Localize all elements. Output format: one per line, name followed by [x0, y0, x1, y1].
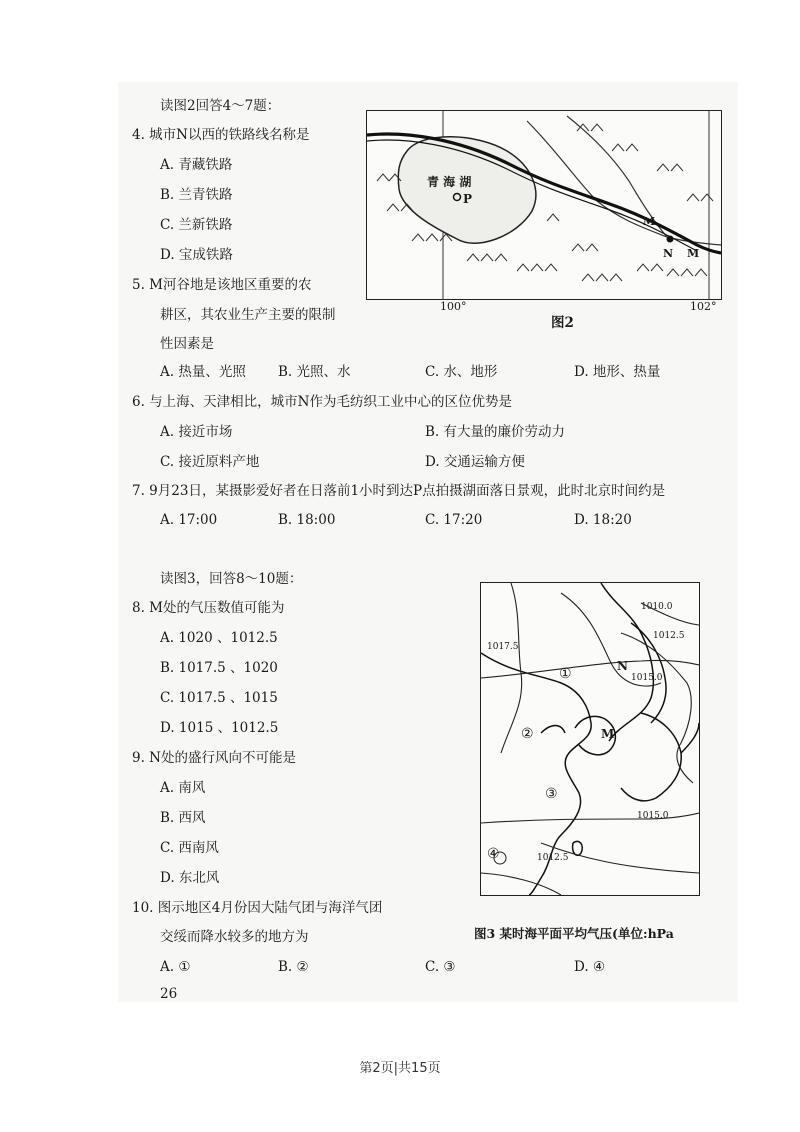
- q6-option-b: B. 有大量的廉价劳动力: [425, 424, 566, 440]
- q9-stem: 9. N处的盛行风向不可能是: [132, 750, 296, 766]
- q6-option-a: A. 接近市场: [160, 424, 233, 440]
- q8-option-b: B. 1017.5 、1020: [160, 660, 278, 676]
- q10-option-c: C. ③: [425, 959, 456, 975]
- lon-100-label: 100°: [440, 300, 467, 313]
- river-m-label-2: M: [687, 247, 700, 260]
- q5-option-b: B. 光照、水: [278, 364, 351, 380]
- q8-option-d: D. 1015 、1012.5: [160, 720, 279, 736]
- q9-option-d: D. 东北风: [160, 870, 220, 886]
- footer-page-indicator: 第2页|共15页: [359, 1061, 441, 1076]
- point-p-label: P: [463, 192, 473, 206]
- q6-option-d: D. 交通运输方便: [425, 454, 525, 470]
- q7-option-b: B. 18:00: [278, 512, 336, 528]
- q4-option-c: C. 兰新铁路: [160, 217, 233, 233]
- q7-stem: 7. 9月23日，某摄影爱好者在日落前1小时到达P点拍摄湖面落日景观，此时北京时间约是: [132, 483, 666, 499]
- q4-stem: 4. 城市N以西的铁路线名称是: [132, 127, 310, 143]
- page-number: 26: [160, 986, 178, 1002]
- point-m-label: M: [601, 727, 615, 741]
- isobar-label-1012-5-b: 1012.5: [537, 853, 569, 863]
- isobar-label-1015-a: 1015.0: [631, 673, 663, 683]
- q10-option-a: A. ①: [160, 959, 191, 975]
- figure-2-map: [366, 110, 722, 300]
- q8-option-a: A. 1020 、1012.5: [160, 630, 278, 646]
- city-n-label: N: [663, 247, 674, 260]
- q7-option-a: A. 17:00: [160, 512, 218, 528]
- q10-option-d: D. ④: [574, 959, 606, 975]
- point-n-label: N: [617, 659, 628, 673]
- isobar-label-1012-5: 1012.5: [653, 631, 685, 641]
- q9-option-b: B. 西风: [160, 810, 206, 826]
- q5-option-a: A. 热量、光照: [160, 364, 246, 380]
- isobar-label-1010: 1010.0: [641, 602, 673, 612]
- q10-stem-line1: 10. 图示地区4月份因大陆气团与海洋气团: [132, 900, 383, 916]
- marker-3: ③: [545, 786, 558, 802]
- q5-stem-line1: 5. M河谷地是该地区重要的农: [132, 277, 312, 293]
- q8-stem: 8. M处的气压数值可能为: [132, 600, 285, 616]
- q5-stem-line3: 性因素是: [160, 336, 214, 352]
- marker-1: ①: [559, 666, 572, 682]
- lon-102-label: 102°: [690, 300, 717, 313]
- isobar-label-1015-b: 1015.0: [637, 811, 669, 821]
- q5-stem-line2: 耕区，其农业生产主要的限制: [160, 307, 336, 323]
- figure-3-caption: 图3 某时海平面平均气压(单位:hPa: [474, 926, 674, 941]
- marker-2: ②: [521, 726, 534, 742]
- q10-stem-line2: 交绥而降水较多的地方为: [160, 929, 309, 945]
- q5-option-c: C. 水、地形: [425, 364, 498, 380]
- q10-option-b: B. ②: [278, 959, 309, 975]
- intro-fig3: 读图3，回答8～10题：: [160, 571, 303, 587]
- q8-option-c: C. 1017.5 、1015: [160, 690, 278, 706]
- intro-fig2: 读图2回答4～7题：: [160, 98, 281, 114]
- lake-label: 青 海 湖: [427, 175, 472, 189]
- figure-3-map: [480, 582, 700, 896]
- q9-option-c: C. 西南风: [160, 840, 219, 856]
- q4-option-a: A. 青藏铁路: [160, 157, 233, 173]
- marker-4: ④: [487, 846, 500, 862]
- figure-2-caption: 图2: [551, 315, 574, 331]
- city-n-marker: [667, 236, 674, 243]
- river-m-label: M: [643, 215, 656, 228]
- isobar-label-1017-5: 1017.5: [487, 642, 519, 652]
- q7-option-c: C. 17:20: [425, 512, 483, 528]
- q9-option-a: A. 南风: [160, 780, 206, 796]
- q6-option-c: C. 接近原料产地: [160, 454, 260, 470]
- q5-option-d: D. 地形、热量: [574, 364, 661, 380]
- q7-option-d: D. 18:20: [574, 512, 632, 528]
- q6-stem: 6. 与上海、天津相比，城市N作为毛纺织工业中心的区位优势是: [132, 394, 512, 410]
- q4-option-b: B. 兰青铁路: [160, 187, 233, 203]
- q4-option-d: D. 宝成铁路: [160, 247, 233, 263]
